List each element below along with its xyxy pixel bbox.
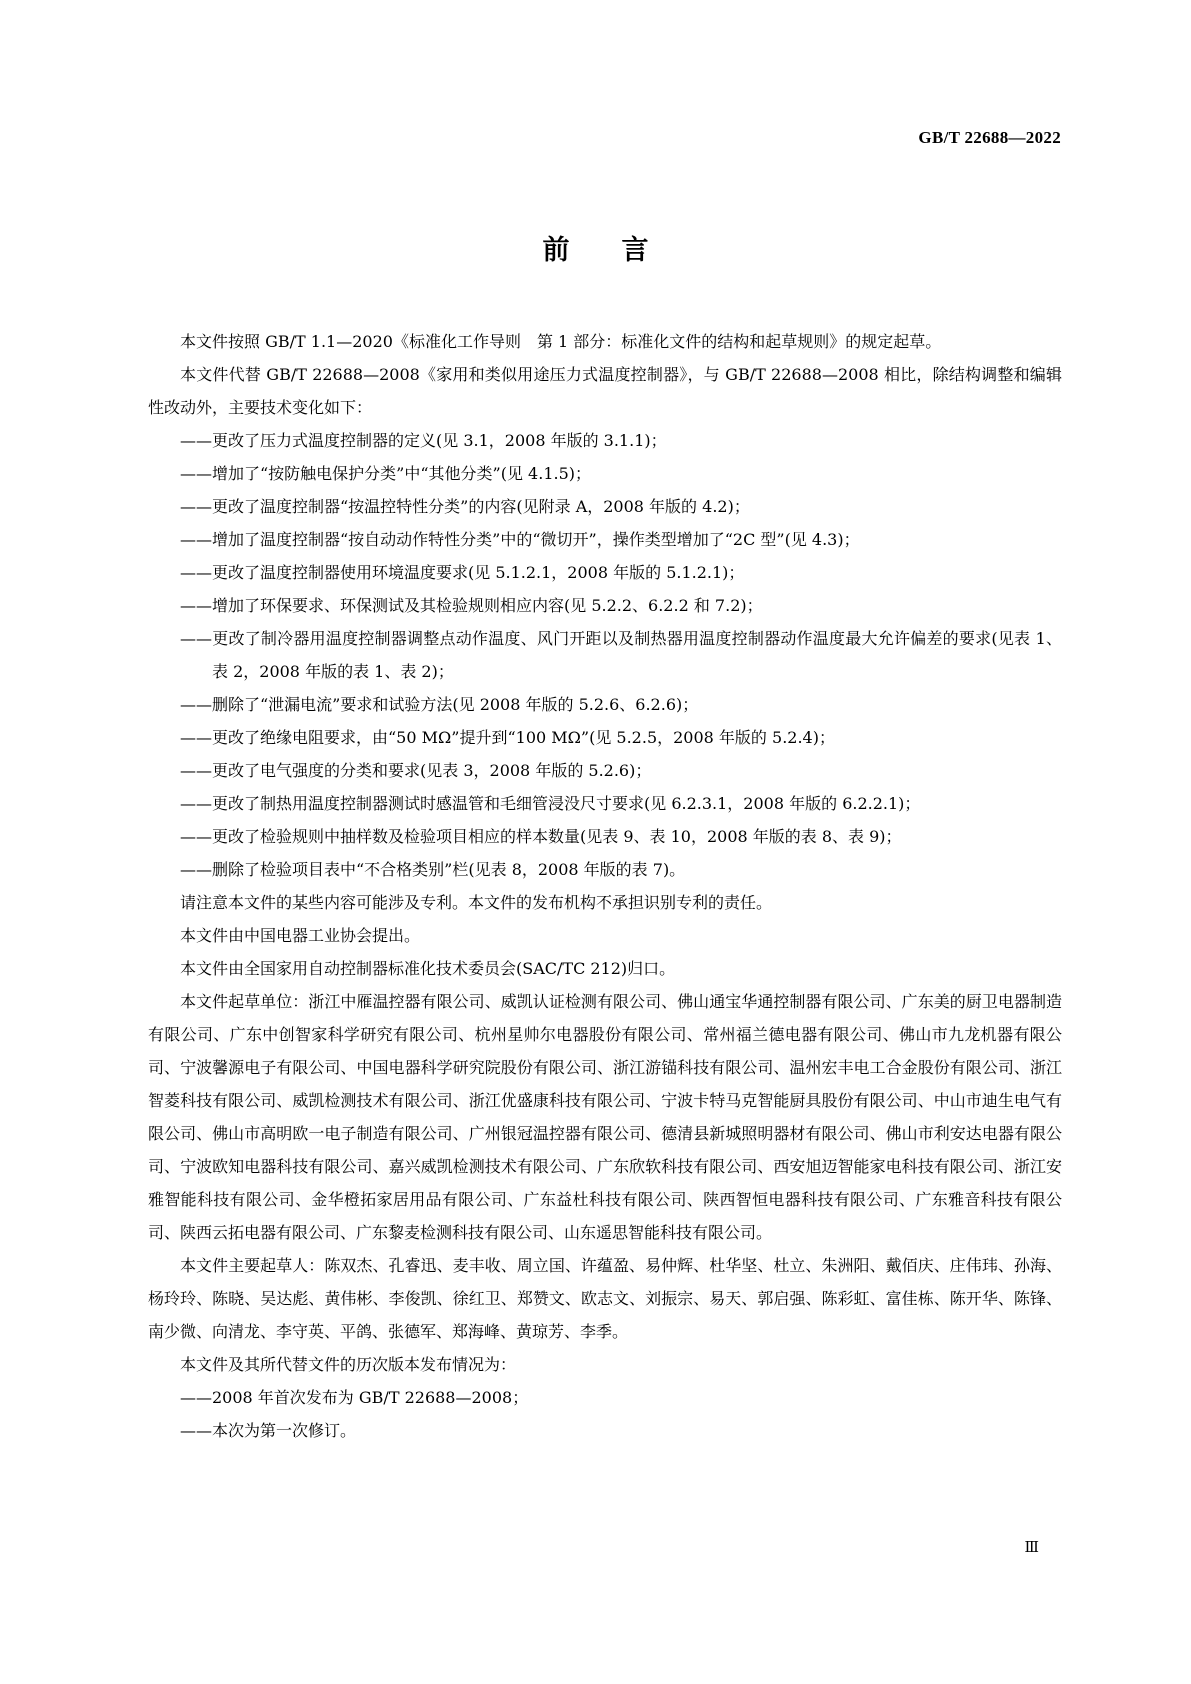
list-item: ——删除了检验项目表中“不合格类别”栏(见表 8，2008 年版的表 7)。 (180, 860, 686, 879)
paragraph: 本文件起草单位：浙江中雁温控器有限公司、威凯认证检测有限公司、佛山通宝华通控制器有限公司、广东美的厨卫电器制造有限公司、广东中创智家科学研究有限公司、杭州星帅尔电器股份有限公司、常州福兰德电器有限公司、佛山市九龙机器有限公司、宁波馨源电子有限公司、中国电器科学研究院股份有限公司、浙江游锚科技有限公司、温州宏丰电工合金股份有限公司、浙江智菱科技有限公司、威凯检测技术有限公司、浙江优盛康科技有限公司、宁波卡特马克智能厨具股份有限公司、中山市迪生电气有限公司、佛山市高明欧一电子制造有限公司、广州银冠温控器有限公司、德清县新城照明器材有限公司、佛山市利安达电器有限公司、宁波欧知电器科技有限公司、嘉兴威凯检测技术有限公司、广东欣软科技有限公司、西安旭迈智能家电科技有限公司、浙江安雅智能科技有限公司、金华橙拓家居用品有限公司、广东益杜科技有限公司、陕西智恒电器科技有限公司、广东雅音科技有限公司、陕西云拓电器有限公司、广东黎麦检测科技有限公司、山东遥思智能科技有限公司。 (148, 992, 1062, 1242)
list-item: ——更改了温度控制器使用环境温度要求(见 5.1.2.1，2008 年版的 5.1.2.1)； (180, 563, 745, 582)
paragraph: 本文件及其所代替文件的历次版本发布情况为： (180, 1355, 517, 1374)
list-item: ——更改了温度控制器“按温控特性分类”的内容(见附录 A，2008 年版的 4.2)； (180, 497, 750, 516)
list-item: ——更改了制冷器用温度控制器调整点动作温度、风门开距以及制热器用温度控制器动作温度最大允许偏差的要求(见表 1、表 2，2008 年版的表 1、表 2)； (180, 629, 1062, 681)
list-item: ——增加了“按防触电保护分类”中“其他分类”(见 4.1.5)； (180, 464, 592, 483)
list-item: ——更改了电气强度的分类和要求(见表 3，2008 年版的 5.2.6)； (180, 761, 652, 780)
paragraph: 本文件由中国电器工业协会提出。 (180, 926, 421, 945)
paragraph: 请注意本文件的某些内容可能涉及专利。本文件的发布机构不承担识别专利的责任。 (180, 893, 773, 912)
list-item: ——本次为第一次修订。 (180, 1421, 357, 1440)
paragraph: 本文件主要起草人：陈双杰、孔睿迅、麦丰收、周立国、许蕴盈、易仲辉、杜华坚、杜立、朱洲阳、戴佰庆、庄伟玮、孙海、杨玲玲、陈晓、吴达彪、黄伟彬、李俊凯、徐红卫、郑赞文、欧志文、刘振宗、易天、郭启强、陈彩虹、富佳栋、陈开华、陈锋、南少微、向清龙、李守英、平鸽、张德军、郑海峰、黄琼芳、李季。 (148, 1256, 1062, 1341)
list-item: ——更改了制热用温度控制器测试时感温管和毛细管浸没尺寸要求(见 6.2.3.1，2008 年版的 6.2.2.1)； (180, 794, 921, 813)
standard-code: GB/T 22688—2022 (918, 128, 1061, 147)
list-item: ——增加了环保要求、环保测试及其检验规则相应内容(见 5.2.2、6.2.2 和 7.2)； (180, 596, 763, 615)
page-number: Ⅲ (1024, 1540, 1039, 1556)
list-item: ——2008 年首次发布为 GB/T 22688—2008； (180, 1388, 529, 1407)
paragraph: 本文件按照 GB/T 1.1—2020《标准化工作导则 第 1 部分：标准化文件的结构和起草规则》的规定起草。 (180, 332, 942, 351)
preface-content (148, 325, 1062, 1447)
list-item: ——增加了温度控制器“按自动动作特性分类”中的“微切开”，操作类型增加了“2C 型”(见 4.3)； (180, 530, 860, 549)
list-item: ——删除了“泄漏电流”要求和试验方法(见 2008 年版的 5.2.6、6.2.6)； (180, 695, 699, 714)
list-item: ——更改了压力式温度控制器的定义(见 3.1，2008 年版的 3.1.1)； (180, 431, 667, 450)
paragraph: 本文件代替 GB/T 22688—2008《家用和类似用途压力式温度控制器》，与 GB/T 22688—2008 相比，除结构调整和编辑性改动外，主要技术变化如下： (148, 365, 1062, 417)
page-title: 前言 (542, 235, 701, 266)
paragraph: 本文件由全国家用自动控制器标准化技术委员会(SAC/TC 212)归口。 (180, 959, 676, 978)
list-item: ——更改了检验规则中抽样数及检验项目相应的样本数量(见表 9、表 10，2008 年版的表 8、表 9)； (180, 827, 902, 846)
list-item: ——更改了绝缘电阻要求，由“50 MΩ”提升到“100 MΩ”(见 5.2.5，2008 年版的 5.2.4)； (180, 728, 835, 747)
